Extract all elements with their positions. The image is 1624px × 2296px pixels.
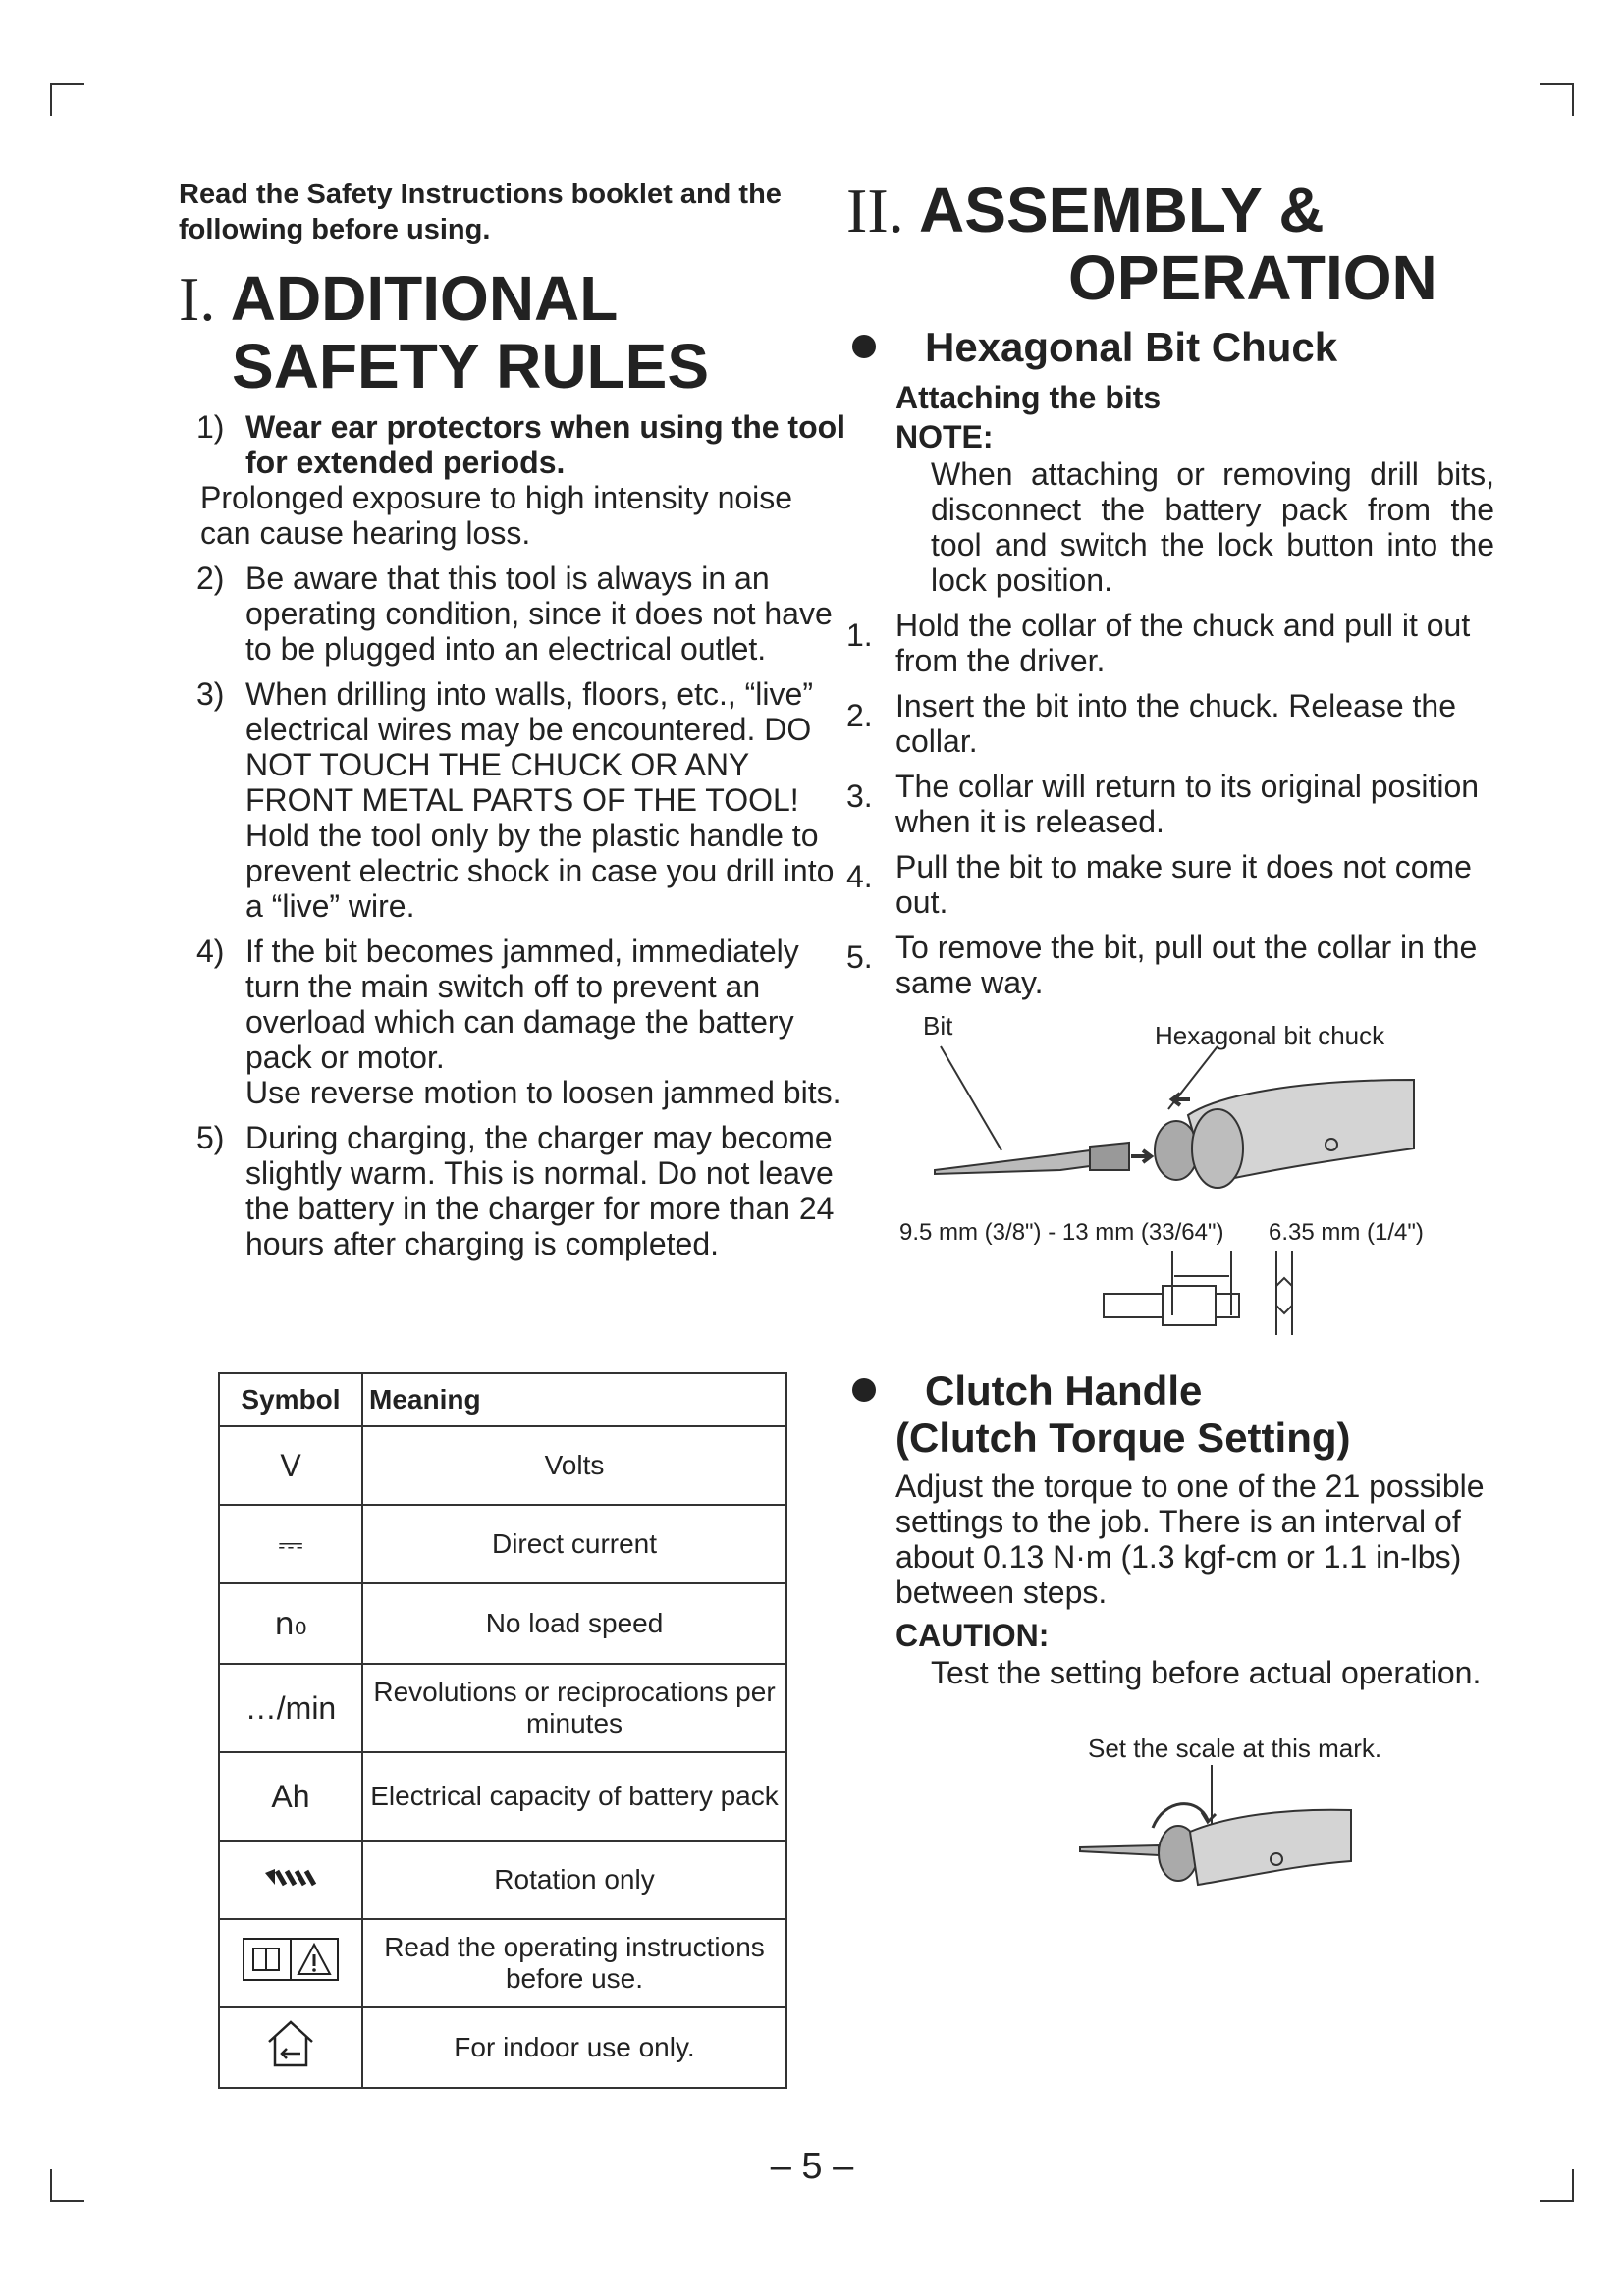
meaning-cell: Electrical capacity of battery pack [362,1752,786,1841]
table-row [219,2007,786,2088]
fig-bit-label: Bit [923,1011,953,1041]
symbol-cell [219,1841,362,1919]
rule-text-extra: Use reverse motion to loosen jammed bits. [245,1075,841,1110]
rule-item [179,1120,846,1261]
bit-chuck-illustration [923,1041,1434,1198]
symbol-cell [219,1919,362,2007]
section1-numeral: I. [179,264,216,334]
symbol-cell: n₀ [219,1583,362,1664]
symbol-cell: Ah [219,1752,362,1841]
step-item [846,849,1494,920]
section2-numeral: II. [846,176,904,245]
rule-number: 2) [196,561,225,596]
caution-label: CAUTION: [895,1618,1050,1653]
dimension-label-1: 9.5 mm (3/8") - 13 mm (33/64") [899,1219,1224,1246]
clutch-text: Adjust the torque to one of the 21 possible settings to the job. There is an interval of about 0.13 N·m (1.3 kgf-cm or 1.1 in-lbs) between steps. [895,1468,1485,1610]
rule-number: 1) [196,409,225,445]
rule-number: 5) [196,1120,225,1155]
table-row [219,1583,786,1664]
step-text: Hold the collar of the chuck and pull it out from the driver. [895,608,1471,678]
clutch-illustration [1070,1763,1365,1900]
step-number: 1. [846,617,873,653]
note-text: When attaching or removing drill bits, disconnect the battery pack from the tool and switch the lock button into the lock position. [931,456,1494,598]
intro-text: Read the Safety Instructions booklet and the following before using. [179,179,782,245]
section1-title-line2: SAFETY RULES [232,331,709,401]
meaning-cell: Revolutions or reciprocations per minutes [362,1664,786,1752]
step-number: 2. [846,698,873,733]
step-number: 3. [846,778,873,814]
meaning-cell: Volts [362,1426,786,1505]
chuck-steps-list [846,608,1494,1000]
step-item [846,930,1494,1000]
rule-number: 3) [196,676,225,712]
fig-chuck-label: Hexagonal bit chuck [1155,1021,1385,1050]
rotation-icon [261,1865,320,1891]
step-number: 5. [846,939,873,975]
table-row [219,1426,786,1505]
step-text: To remove the bit, pull out the collar in the same way. [895,930,1478,1000]
right-column [846,177,1494,1010]
rule-item [179,676,846,924]
rule-text: When drilling into walls, floors, etc., “live” electrical wires may be encountered. DO NOT TOUCH THE CHUCK OR ANY FRONT METAL PARTS OF THE TOOL! Hold the tool only by the plastic handle to prevent electric shock in case you drill into a “live” wire. [245,676,835,924]
table-row [219,1919,786,2007]
rule-bold-text: Wear ear protectors when using the tool for extended periods. [245,409,846,480]
indoor-house-icon [263,2018,318,2069]
bit-dimension-diagram [1090,1247,1326,1345]
symbol-cell [219,2007,362,2088]
section2-title [846,177,1494,311]
rule-number: 4) [196,934,225,969]
rule-text: Prolonged exposure to high intensity noise can cause hearing loss. [200,480,793,551]
step-item [846,608,1494,678]
step-text: Pull the bit to make sure it does not come out. [895,849,1472,920]
rule-item [179,561,846,667]
attaching-bits-subheading: Attaching the bits [895,380,1162,415]
section1-title-line1: ADDITIONAL [230,263,619,334]
left-column [179,177,846,1271]
step-item [846,769,1494,839]
meaning-cell: Rotation only [362,1841,786,1919]
bullet-icon [852,1378,876,1402]
step-text: Insert the bit into the chuck. Release the collar. [895,688,1456,759]
safety-rules-list [179,409,846,1261]
caution-text: Test the setting before actual operation. [931,1655,1482,1690]
section2-title-line2: OPERATION [1068,242,1437,313]
clutch-section [846,1368,1494,1690]
meaning-cell: For indoor use only. [362,2007,786,2088]
step-item [846,688,1494,759]
symbol-table [218,1372,787,2089]
symbol-cell: ⎓ [219,1505,362,1583]
table-row [219,1752,786,1841]
clutch-heading [846,1368,1494,1414]
page-number: – 5 – [770,2146,854,2187]
section1-title [179,265,846,400]
table-row [219,1505,786,1583]
rule-item [179,409,846,551]
symbol-cell: V [219,1426,362,1505]
bullet-icon [852,335,876,358]
dimension-label-2: 6.35 mm (1/4") [1269,1219,1424,1246]
section2-title-line1: ASSEMBLY & [919,175,1325,245]
chuck-heading [846,325,1494,370]
table-header-row [219,1373,786,1426]
clutch-heading-line2: (Clutch Torque Setting) [895,1415,1351,1461]
header-symbol: Symbol [219,1373,362,1426]
meaning-cell: Read the operating instructions before use. [362,1919,786,2007]
rule-text: During charging, the charger may become slightly warm. This is normal. Do not leave the battery in the charger for more than 24 hours after charging is completed. [245,1120,835,1261]
chuck-heading-text: Hexagonal Bit Chuck [925,324,1338,370]
manual-warning-icon [242,1937,340,1982]
rule-text: If the bit becomes jammed, immediately turn the main switch off to prevent an overload which can damage the battery pack or motor. [245,934,799,1075]
step-text: The collar will return to its original position when it is released. [895,769,1480,839]
header-meaning: Meaning [362,1373,786,1426]
meaning-cell: No load speed [362,1583,786,1664]
rule-item [179,934,846,1110]
clutch-fig-label: Set the scale at this mark. [1088,1734,1382,1763]
step-number: 4. [846,859,873,894]
table-row [219,1841,786,1919]
table-row [219,1664,786,1752]
clutch-heading-line1: Clutch Handle [925,1367,1203,1414]
note-label: NOTE: [895,419,994,454]
meaning-cell: Direct current [362,1505,786,1583]
rule-text: Be aware that this tool is always in an operating condition, since it does not have to be plugged into an electrical outlet. [245,561,833,667]
symbol-cell: …/min [219,1664,362,1752]
